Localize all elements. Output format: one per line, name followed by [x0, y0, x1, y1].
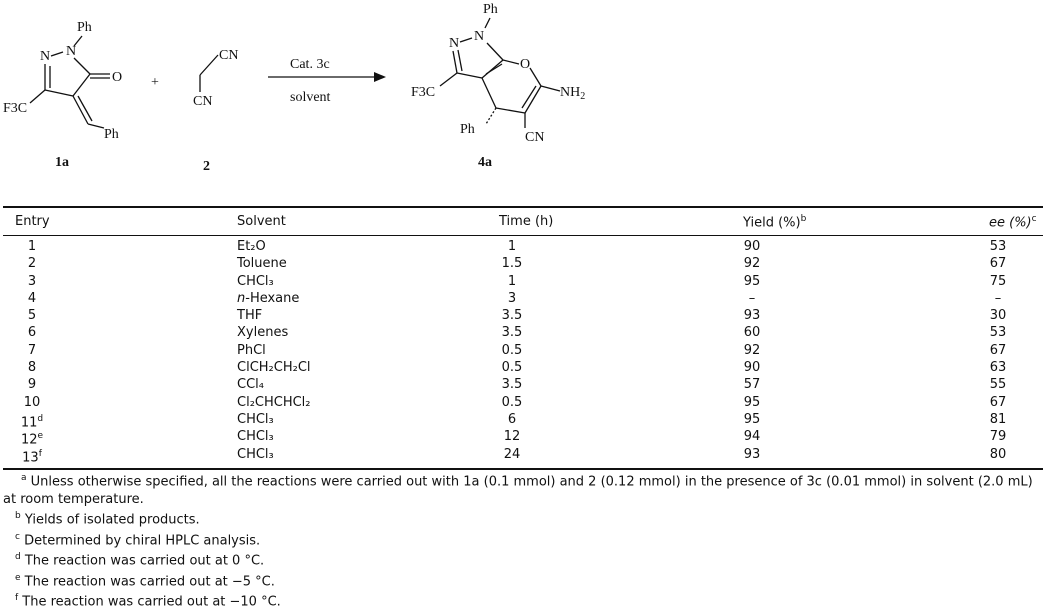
- entry-cell-text: 5: [27, 308, 37, 324]
- time-cell: [489, 428, 535, 445]
- solvent-cell: [237, 411, 274, 428]
- footnote-text: The reaction was carried out at −10 °C.: [18, 594, 281, 610]
- table-row: [3, 255, 1043, 272]
- footnote: [3, 590, 1043, 611]
- entry-cell-text: 1: [27, 239, 37, 254]
- table-row: [3, 324, 1043, 341]
- entry-footnote-mark: f: [38, 448, 42, 459]
- table-row: [3, 446, 1043, 463]
- yield-cell-text: 90: [743, 239, 761, 254]
- entry-cell: [15, 238, 49, 255]
- table-body: [3, 238, 1043, 463]
- r1-label: 1a: [55, 155, 69, 170]
- footnote: [3, 570, 1043, 591]
- ee-cell-text: 80: [989, 446, 1007, 462]
- footnote-text: Determined by chiral HPLC analysis.: [19, 532, 261, 548]
- ee-cell-text: 81: [989, 411, 1007, 427]
- yield-cell: [733, 255, 771, 272]
- header-yield-footnote-mark: b: [800, 214, 807, 224]
- ee-cell-text: 30: [989, 308, 1007, 324]
- solvent-cell-text: n-Hexane: [237, 290, 300, 306]
- ee-cell-text: 63: [989, 360, 1007, 376]
- table-top-rule: [3, 206, 1043, 208]
- solvent-cell: [237, 359, 311, 376]
- ee-cell: [983, 255, 1013, 272]
- solvent-cell-text: THF: [237, 308, 263, 324]
- p-n2: N: [474, 29, 485, 44]
- solvent-cell: [237, 307, 262, 324]
- p-ph-bottom: Ph: [460, 122, 475, 137]
- footnote-mark: b: [15, 510, 21, 521]
- r1-n2: N: [66, 44, 77, 59]
- ee-cell: [983, 359, 1013, 376]
- arrow-solvent-label: solvent: [290, 90, 331, 105]
- yield-cell-text: 92: [743, 342, 761, 358]
- yield-cell-text: 93: [743, 308, 761, 324]
- r2-cn-top: CN: [219, 48, 239, 63]
- solvent-cell-text: CHCl₃: [237, 429, 274, 445]
- time-cell: [489, 342, 535, 359]
- r1-n1: N: [40, 49, 51, 64]
- yield-cell: [733, 376, 771, 393]
- yield-cell: [733, 238, 771, 255]
- time-cell-text: 1: [507, 273, 517, 289]
- footnote-text: Unless otherwise specified, all the reactions were carried out with 1a (0.1 mmol) and 2 (0.12 mmol) in the presence of 3c (0.01 mmol) in solvent (2.0 mL) at room temperature.: [3, 474, 1033, 507]
- time-cell: [489, 324, 535, 341]
- yield-cell: [733, 290, 771, 307]
- yield-cell-text: 90: [743, 360, 761, 376]
- solvent-cell: [237, 290, 299, 307]
- time-cell: [489, 273, 535, 290]
- arrow-catalyst-label: Cat. 3c: [290, 57, 330, 72]
- yield-cell: [733, 342, 771, 359]
- solvent-cell: [237, 376, 264, 393]
- entry-cell-text: 13: [22, 449, 39, 465]
- time-cell: [489, 359, 535, 376]
- ee-cell: [983, 290, 1013, 307]
- yield-cell: [733, 307, 771, 324]
- footnote-mark: c: [15, 531, 20, 542]
- solvent-cell-text: CHCl₃: [237, 446, 274, 462]
- solvent-cell: [237, 394, 311, 411]
- time-cell: [489, 394, 535, 411]
- solvent-cell-text: Toluene: [237, 256, 287, 272]
- p-label: 4a: [478, 155, 492, 170]
- entry-cell-text: 6: [27, 325, 37, 341]
- entry-footnote-mark: d: [37, 413, 44, 424]
- ee-cell: [983, 376, 1013, 393]
- table-row: [3, 238, 1043, 255]
- ee-cell: [983, 411, 1013, 428]
- header-ee-footnote-mark: c: [1031, 214, 1037, 224]
- ee-cell: [983, 273, 1013, 290]
- r2-cn-bottom: CN: [193, 94, 213, 109]
- solvent-cell-text: CCl₄: [237, 377, 264, 393]
- ee-cell-text: 53: [989, 239, 1007, 254]
- time-cell-text: 3.5: [501, 377, 523, 393]
- solvent-cell: [237, 273, 274, 290]
- ee-cell-text: 75: [989, 273, 1007, 289]
- yield-cell: [733, 411, 771, 428]
- header-entry: Entry: [15, 214, 50, 229]
- p-ph-top: Ph: [483, 2, 498, 17]
- product-4a-structure: [411, 2, 585, 170]
- solvent-cell-text: PhCl: [237, 342, 266, 358]
- ee-cell-text: 67: [989, 342, 1007, 358]
- p-cf3: F3C: [411, 85, 436, 100]
- time-cell: [489, 238, 535, 255]
- entry-cell: [15, 446, 49, 466]
- ee-cell: [983, 394, 1013, 411]
- solvent-cell: [237, 428, 274, 445]
- p-oxygen: O: [520, 57, 531, 72]
- r1-ph-top: Ph: [77, 20, 92, 35]
- time-cell-text: 3: [507, 290, 517, 306]
- solvent-cell-text: Cl₂CHCHCl₂: [237, 394, 311, 410]
- footnote-mark: e: [15, 572, 21, 583]
- time-cell-text: 1.5: [501, 256, 523, 272]
- yield-cell: [733, 359, 771, 376]
- yield-cell: [733, 446, 771, 463]
- ee-cell: [983, 324, 1013, 341]
- reaction-scheme: [0, 0, 1049, 190]
- entry-cell: [15, 376, 49, 393]
- table-row: [3, 290, 1043, 307]
- yield-cell-text: 93: [743, 446, 761, 462]
- entry-cell: [15, 273, 49, 290]
- r1-ph-bottom: Ph: [104, 127, 119, 142]
- reactant-1a-structure: [3, 20, 122, 170]
- solvent-cell: [237, 238, 266, 255]
- yield-cell-text: 94: [743, 429, 761, 445]
- table-row: [3, 359, 1043, 376]
- footnotes: [3, 470, 1043, 611]
- ee-cell: [983, 428, 1013, 445]
- header-solvent: Solvent: [237, 214, 286, 229]
- solvent-cell-text: Xylenes: [237, 325, 289, 341]
- time-cell-text: 3.5: [501, 325, 523, 341]
- time-cell-text: 3.5: [501, 308, 523, 324]
- table-row: [3, 273, 1043, 290]
- yield-cell-text: 60: [743, 325, 761, 341]
- yield-cell-text: 57: [743, 377, 761, 393]
- yield-cell-text: 92: [743, 256, 761, 272]
- time-cell: [489, 376, 535, 393]
- entry-cell: [15, 359, 49, 376]
- footnote-text: The reaction was carried out at −5 °C.: [20, 574, 275, 590]
- yield-cell-text: 95: [743, 273, 761, 289]
- footnote: [3, 549, 1043, 570]
- yield-cell: [733, 394, 771, 411]
- ee-cell-text: –: [994, 290, 1002, 306]
- table-row: [3, 307, 1043, 324]
- p-nh2: $NH_2$: [560, 85, 586, 102]
- r1-cf3: F3C: [3, 101, 28, 116]
- yield-cell-text: 95: [743, 411, 761, 427]
- ee-cell-text: 79: [989, 429, 1007, 445]
- ee-cell-text: 53: [989, 325, 1007, 341]
- footnote-mark: f: [15, 593, 19, 604]
- entry-cell-text: 9: [27, 377, 37, 393]
- entry-cell: [15, 290, 49, 307]
- entry-cell-text: 4: [27, 290, 37, 306]
- solvent-cell: [237, 342, 266, 359]
- ee-cell: [983, 307, 1013, 324]
- yield-cell: [733, 273, 771, 290]
- ee-cell: [983, 446, 1013, 463]
- footnote: [3, 470, 1043, 508]
- table-header-rule: [3, 235, 1043, 236]
- footnote-text: The reaction was carried out at 0 °C.: [20, 553, 265, 569]
- reactant-2-structure: [193, 48, 238, 174]
- entry-cell: [15, 307, 49, 324]
- footnote-text: Yields of isolated products.: [20, 512, 200, 528]
- time-cell: [489, 255, 535, 272]
- footnote: [3, 529, 1043, 550]
- solvent-cell-text: CHCl₃: [237, 273, 274, 289]
- ee-cell-text: 67: [989, 394, 1007, 410]
- time-cell-text: 0.5: [501, 360, 523, 376]
- p-n1: N: [449, 36, 460, 51]
- ee-cell-text: 67: [989, 256, 1007, 272]
- entry-cell-text: 12: [20, 432, 38, 448]
- solvent-cell-text: ClCH₂CH₂Cl: [237, 360, 311, 376]
- r2-label: 2: [203, 159, 210, 174]
- time-cell-text: 0.5: [501, 394, 523, 410]
- yield-cell-text: 95: [743, 394, 761, 410]
- p-cn: CN: [525, 130, 545, 145]
- time-cell-text: 0.5: [501, 342, 523, 358]
- header-time: Time (h): [499, 214, 554, 229]
- table-row: [3, 411, 1043, 431]
- time-cell: [489, 446, 535, 463]
- header-ee-text: ee (%): [989, 215, 1032, 231]
- entry-cell-text: 7: [27, 342, 37, 358]
- ee-cell: [983, 342, 1013, 359]
- solvent-cell-text: Et₂O: [237, 239, 266, 254]
- r1-oxygen: O: [112, 70, 123, 85]
- time-cell-text: 1: [507, 239, 517, 254]
- entry-cell-text: 2: [27, 256, 37, 272]
- entry-cell: [15, 324, 49, 341]
- footnote-mark: d: [15, 552, 21, 563]
- time-cell: [489, 290, 535, 307]
- entry-cell-text: 3: [27, 273, 37, 289]
- entry-cell-text: 8: [27, 360, 37, 376]
- yield-cell-text: –: [748, 290, 756, 306]
- header-yield-text: Yield (%): [743, 215, 801, 231]
- ee-cell: [983, 238, 1013, 255]
- entry-cell: [15, 342, 49, 359]
- reaction-arrow: [268, 57, 386, 105]
- entry-cell-text: 10: [23, 394, 41, 410]
- time-cell: [489, 307, 535, 324]
- yield-cell: [733, 428, 771, 445]
- entry-cell: [15, 394, 49, 411]
- ee-cell-text: 55: [989, 377, 1007, 393]
- time-cell-text: 12: [503, 429, 521, 445]
- plus-sign: +: [151, 75, 159, 90]
- solvent-cell: [237, 446, 274, 463]
- entry-cell: [15, 255, 49, 272]
- entry-footnote-mark: e: [37, 431, 44, 442]
- entry-cell-text: 11: [20, 415, 38, 431]
- table-row: [3, 394, 1043, 411]
- time-cell-text: 6: [507, 411, 517, 427]
- table-row: [3, 376, 1043, 393]
- header-yield: [743, 214, 806, 230]
- table-row: [3, 428, 1043, 448]
- yield-cell: [733, 324, 771, 341]
- time-cell: [489, 411, 535, 428]
- solvent-cell-text: CHCl₃: [237, 411, 274, 427]
- footnote: [3, 508, 1043, 529]
- time-cell-text: 24: [503, 446, 521, 462]
- footnote-mark: a: [21, 473, 27, 483]
- table-row: [3, 342, 1043, 359]
- solvent-cell: [237, 255, 287, 272]
- solvent-cell: [237, 324, 288, 341]
- header-ee: [989, 214, 1037, 230]
